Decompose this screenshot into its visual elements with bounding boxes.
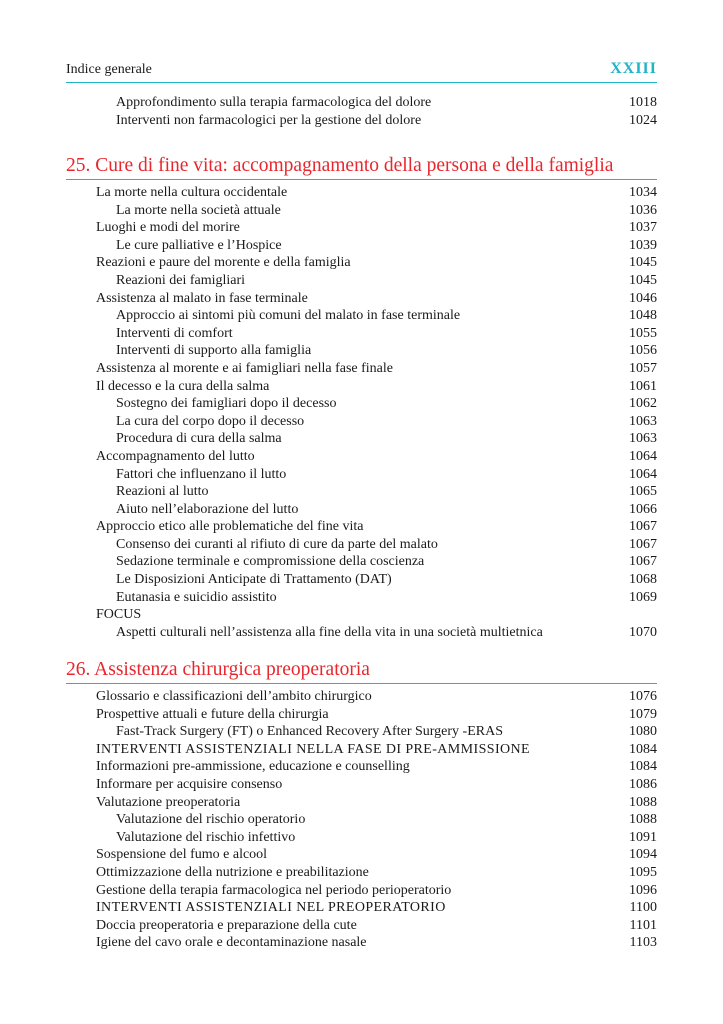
toc-entry <box>96 202 657 220</box>
toc-entry <box>96 395 657 413</box>
toc-entry-page: 1091 <box>629 829 657 845</box>
toc-entry-label: Le cure palliative e l’Hospice <box>116 237 282 253</box>
toc-entry <box>96 378 657 396</box>
toc-entry-label: Assistenza al malato in fase terminale <box>96 290 308 306</box>
toc-entry-label: Valutazione preoperatoria <box>96 794 241 810</box>
toc-entry-label: Informare per acquisire consenso <box>96 776 283 792</box>
toc-entry-page: 1088 <box>629 812 657 828</box>
toc-entry <box>96 307 657 325</box>
toc-entry <box>96 483 657 501</box>
toc-entry-page: 1061 <box>629 378 657 394</box>
toc-entry-label: INTERVENTI ASSISTENZIALI NELLA FASE DI PRE-AMMISSIONE <box>96 741 530 757</box>
toc-entry <box>96 794 657 812</box>
toc-entry-label: Sospensione del fumo e alcool <box>96 847 268 863</box>
toc-entry-label: Reazioni al lutto <box>116 484 209 500</box>
toc-entry-label: Interventi non farmacologici per la gestione del dolore <box>116 112 422 128</box>
toc-entry <box>96 448 657 466</box>
toc-entry-label: Valutazione del rischio operatorio <box>116 812 306 828</box>
toc-entry <box>96 325 657 343</box>
toc-entry <box>96 624 657 642</box>
toc-entry <box>96 917 657 935</box>
toc-entry <box>96 864 657 882</box>
toc-entry <box>96 94 657 112</box>
toc-entry <box>96 589 657 607</box>
toc-entry-label: Reazioni e paure del morente e della famiglia <box>96 255 351 271</box>
toc-entry-label: Aspetti culturali nell’assistenza alla fine della vita in una società multietnica <box>116 624 543 640</box>
toc-entry-label: Interventi di comfort <box>116 325 233 341</box>
chapter-26-entries <box>96 688 657 952</box>
toc-entry-page: 1084 <box>629 759 657 775</box>
toc-entry-page: 1063 <box>629 413 657 429</box>
toc-entry <box>96 272 657 290</box>
toc-entry-page: 1057 <box>629 360 657 376</box>
toc-entry-label: Il decesso e la cura della salma <box>96 378 270 394</box>
toc-entry-label: Gestione della terapia farmacologica nel periodo perioperatorio <box>96 882 452 898</box>
toc-entry <box>96 237 657 255</box>
toc-entry-page: 1094 <box>629 847 657 863</box>
toc-entry-label: Luoghi e modi del morire <box>96 220 240 236</box>
toc-entry-page: 1086 <box>629 776 657 792</box>
toc-entry <box>96 430 657 448</box>
toc-entry-page: 1037 <box>629 220 657 236</box>
toc-entry-label: Reazioni dei famigliari <box>116 272 246 288</box>
intro-entries <box>96 94 657 129</box>
toc-entry-label: Approccio etico alle problematiche del fine vita <box>96 519 364 535</box>
chapter-25-entries <box>96 184 657 641</box>
toc-entry <box>96 219 657 237</box>
toc-entry-page: 1062 <box>629 396 657 412</box>
toc-entry-page: 1067 <box>629 554 657 570</box>
toc-entry-label: Sostegno dei famigliari dopo il decesso <box>116 396 337 412</box>
toc-entry-page: 1036 <box>629 202 657 218</box>
toc-entry-label: Le Disposizioni Anticipate di Trattamento (DAT) <box>116 572 392 588</box>
toc-entry-label: Informazioni pre-ammissione, educazione e counselling <box>96 759 410 775</box>
toc-entry-label: Accompagnamento del lutto <box>96 448 255 464</box>
toc-entry-label: Doccia preoperatoria e preparazione della cute <box>96 917 357 933</box>
toc-entry <box>96 723 657 741</box>
toc-entry-page: 1039 <box>629 237 657 253</box>
toc-entry-page: 1064 <box>629 448 657 464</box>
toc-entry-page: 1065 <box>629 484 657 500</box>
toc-entry <box>96 882 657 900</box>
page-number: XXIII <box>610 60 657 77</box>
toc-entry <box>96 518 657 536</box>
toc-entry <box>96 606 657 624</box>
toc-entry-label: Approfondimento sulla terapia farmacologica del dolore <box>116 95 432 110</box>
toc-entry <box>96 501 657 519</box>
toc-entry-page: 1066 <box>629 501 657 517</box>
toc-entry <box>96 184 657 202</box>
toc-entry <box>96 934 657 952</box>
running-head <box>66 62 657 82</box>
toc-entry-label: Fattori che influenzano il lutto <box>116 466 287 482</box>
toc-entry <box>96 571 657 589</box>
toc-entry-label: Assistenza al morente e ai famigliari nella fase finale <box>96 360 393 376</box>
toc-entry-page: 1064 <box>629 466 657 482</box>
toc-entry <box>96 536 657 554</box>
toc-entry <box>96 758 657 776</box>
toc-entry-page: 1069 <box>629 589 657 605</box>
toc-entry-label: Consenso dei curanti al rifiuto di cure da parte del malato <box>116 536 438 552</box>
toc-entry <box>96 290 657 308</box>
toc-entry-label: Eutanasia e suicidio assistito <box>116 589 277 605</box>
toc-entry-page: 1063 <box>629 431 657 447</box>
toc-entry-label: Valutazione del rischio infettivo <box>116 829 296 845</box>
toc-entry-label: Fast-Track Surgery (FT) o Enhanced Recovery After Surgery -ERAS <box>116 724 504 740</box>
toc-entry-label: La cura del corpo dopo il decesso <box>116 413 305 429</box>
toc-entry-page: 1068 <box>629 572 657 588</box>
toc-entry-page: 1046 <box>629 290 657 306</box>
toc-entry-page: 1055 <box>629 325 657 341</box>
toc-entry-label: Prospettive attuali e future della chirurgia <box>96 706 329 722</box>
toc-entry-label: Approccio ai sintomi più comuni del malato in fase terminale <box>116 308 461 324</box>
toc-entry-page: 1018 <box>629 95 657 110</box>
toc-entry <box>96 706 657 724</box>
toc-entry <box>96 254 657 272</box>
toc-entry-label: Ottimizzazione della nutrizione e preabilitazione <box>96 864 369 880</box>
toc-entry-page: 1048 <box>629 308 657 324</box>
toc-entry <box>96 413 657 431</box>
toc-entry-page: 1095 <box>629 864 657 880</box>
chapter-title-25: 25. Cure di fine vita: accompagnamento della persona e della famiglia <box>66 155 614 176</box>
toc-entry-label: Sedazione terminale e compromissione della coscienza <box>116 554 425 570</box>
toc-entry-label: La morte nella società attuale <box>116 202 281 218</box>
toc-entry <box>96 829 657 847</box>
toc-entry-label: Interventi di supporto alla famiglia <box>116 343 312 359</box>
toc-entry-label: Glossario e classificazioni dell’ambito chirurgico <box>96 689 372 704</box>
toc-entry-page: 1045 <box>629 272 657 288</box>
toc-entry-page: 1045 <box>629 255 657 271</box>
toc-entry-page: 1103 <box>629 935 657 951</box>
toc-entry-page: 1084 <box>629 741 657 757</box>
toc-entry-page: 1100 <box>629 900 657 916</box>
toc-entry <box>96 688 657 706</box>
toc-entry-page: 1088 <box>629 794 657 810</box>
toc-entry <box>96 846 657 864</box>
toc-entry-label: INTERVENTI ASSISTENZIALI NEL PREOPERATORIO <box>96 900 446 916</box>
toc-entry-label: FOCUS <box>96 607 142 623</box>
toc-entry <box>96 811 657 829</box>
toc-entry-label: Procedura di cura della salma <box>116 431 282 447</box>
toc-entry <box>96 776 657 794</box>
toc-entry-page: 1076 <box>629 689 657 704</box>
toc-entry-page: 1101 <box>629 917 657 933</box>
chapter-rule-26 <box>66 683 657 684</box>
toc-entry <box>96 112 657 130</box>
toc-entry <box>96 342 657 360</box>
toc-entry-page: 1070 <box>629 624 657 640</box>
toc-entry-page: 1067 <box>629 536 657 552</box>
running-head-title: Indice generale <box>66 62 152 77</box>
toc-entry-label: Aiuto nell’elaborazione del lutto <box>116 501 299 517</box>
header-rule <box>66 82 657 83</box>
toc-entry <box>96 741 657 759</box>
chapter-title-26: 26. Assistenza chirurgica preoperatoria <box>66 659 370 680</box>
toc-entry-page: 1067 <box>629 519 657 535</box>
toc-entry <box>96 553 657 571</box>
toc-entry-page: 1080 <box>629 724 657 740</box>
toc-entry-label: La morte nella cultura occidentale <box>96 185 288 200</box>
toc-entry-page: 1079 <box>629 706 657 722</box>
toc-entry <box>96 466 657 484</box>
toc-entry <box>96 899 657 917</box>
toc-entry-label: Igiene del cavo orale e decontaminazione nasale <box>96 935 367 951</box>
toc-entry <box>96 360 657 378</box>
toc-entry-page: 1034 <box>629 185 657 200</box>
chapter-rule-25 <box>66 179 657 180</box>
toc-entry-page: 1056 <box>629 343 657 359</box>
toc-entry-page: 1024 <box>629 112 657 128</box>
toc-entry-page: 1096 <box>629 882 657 898</box>
